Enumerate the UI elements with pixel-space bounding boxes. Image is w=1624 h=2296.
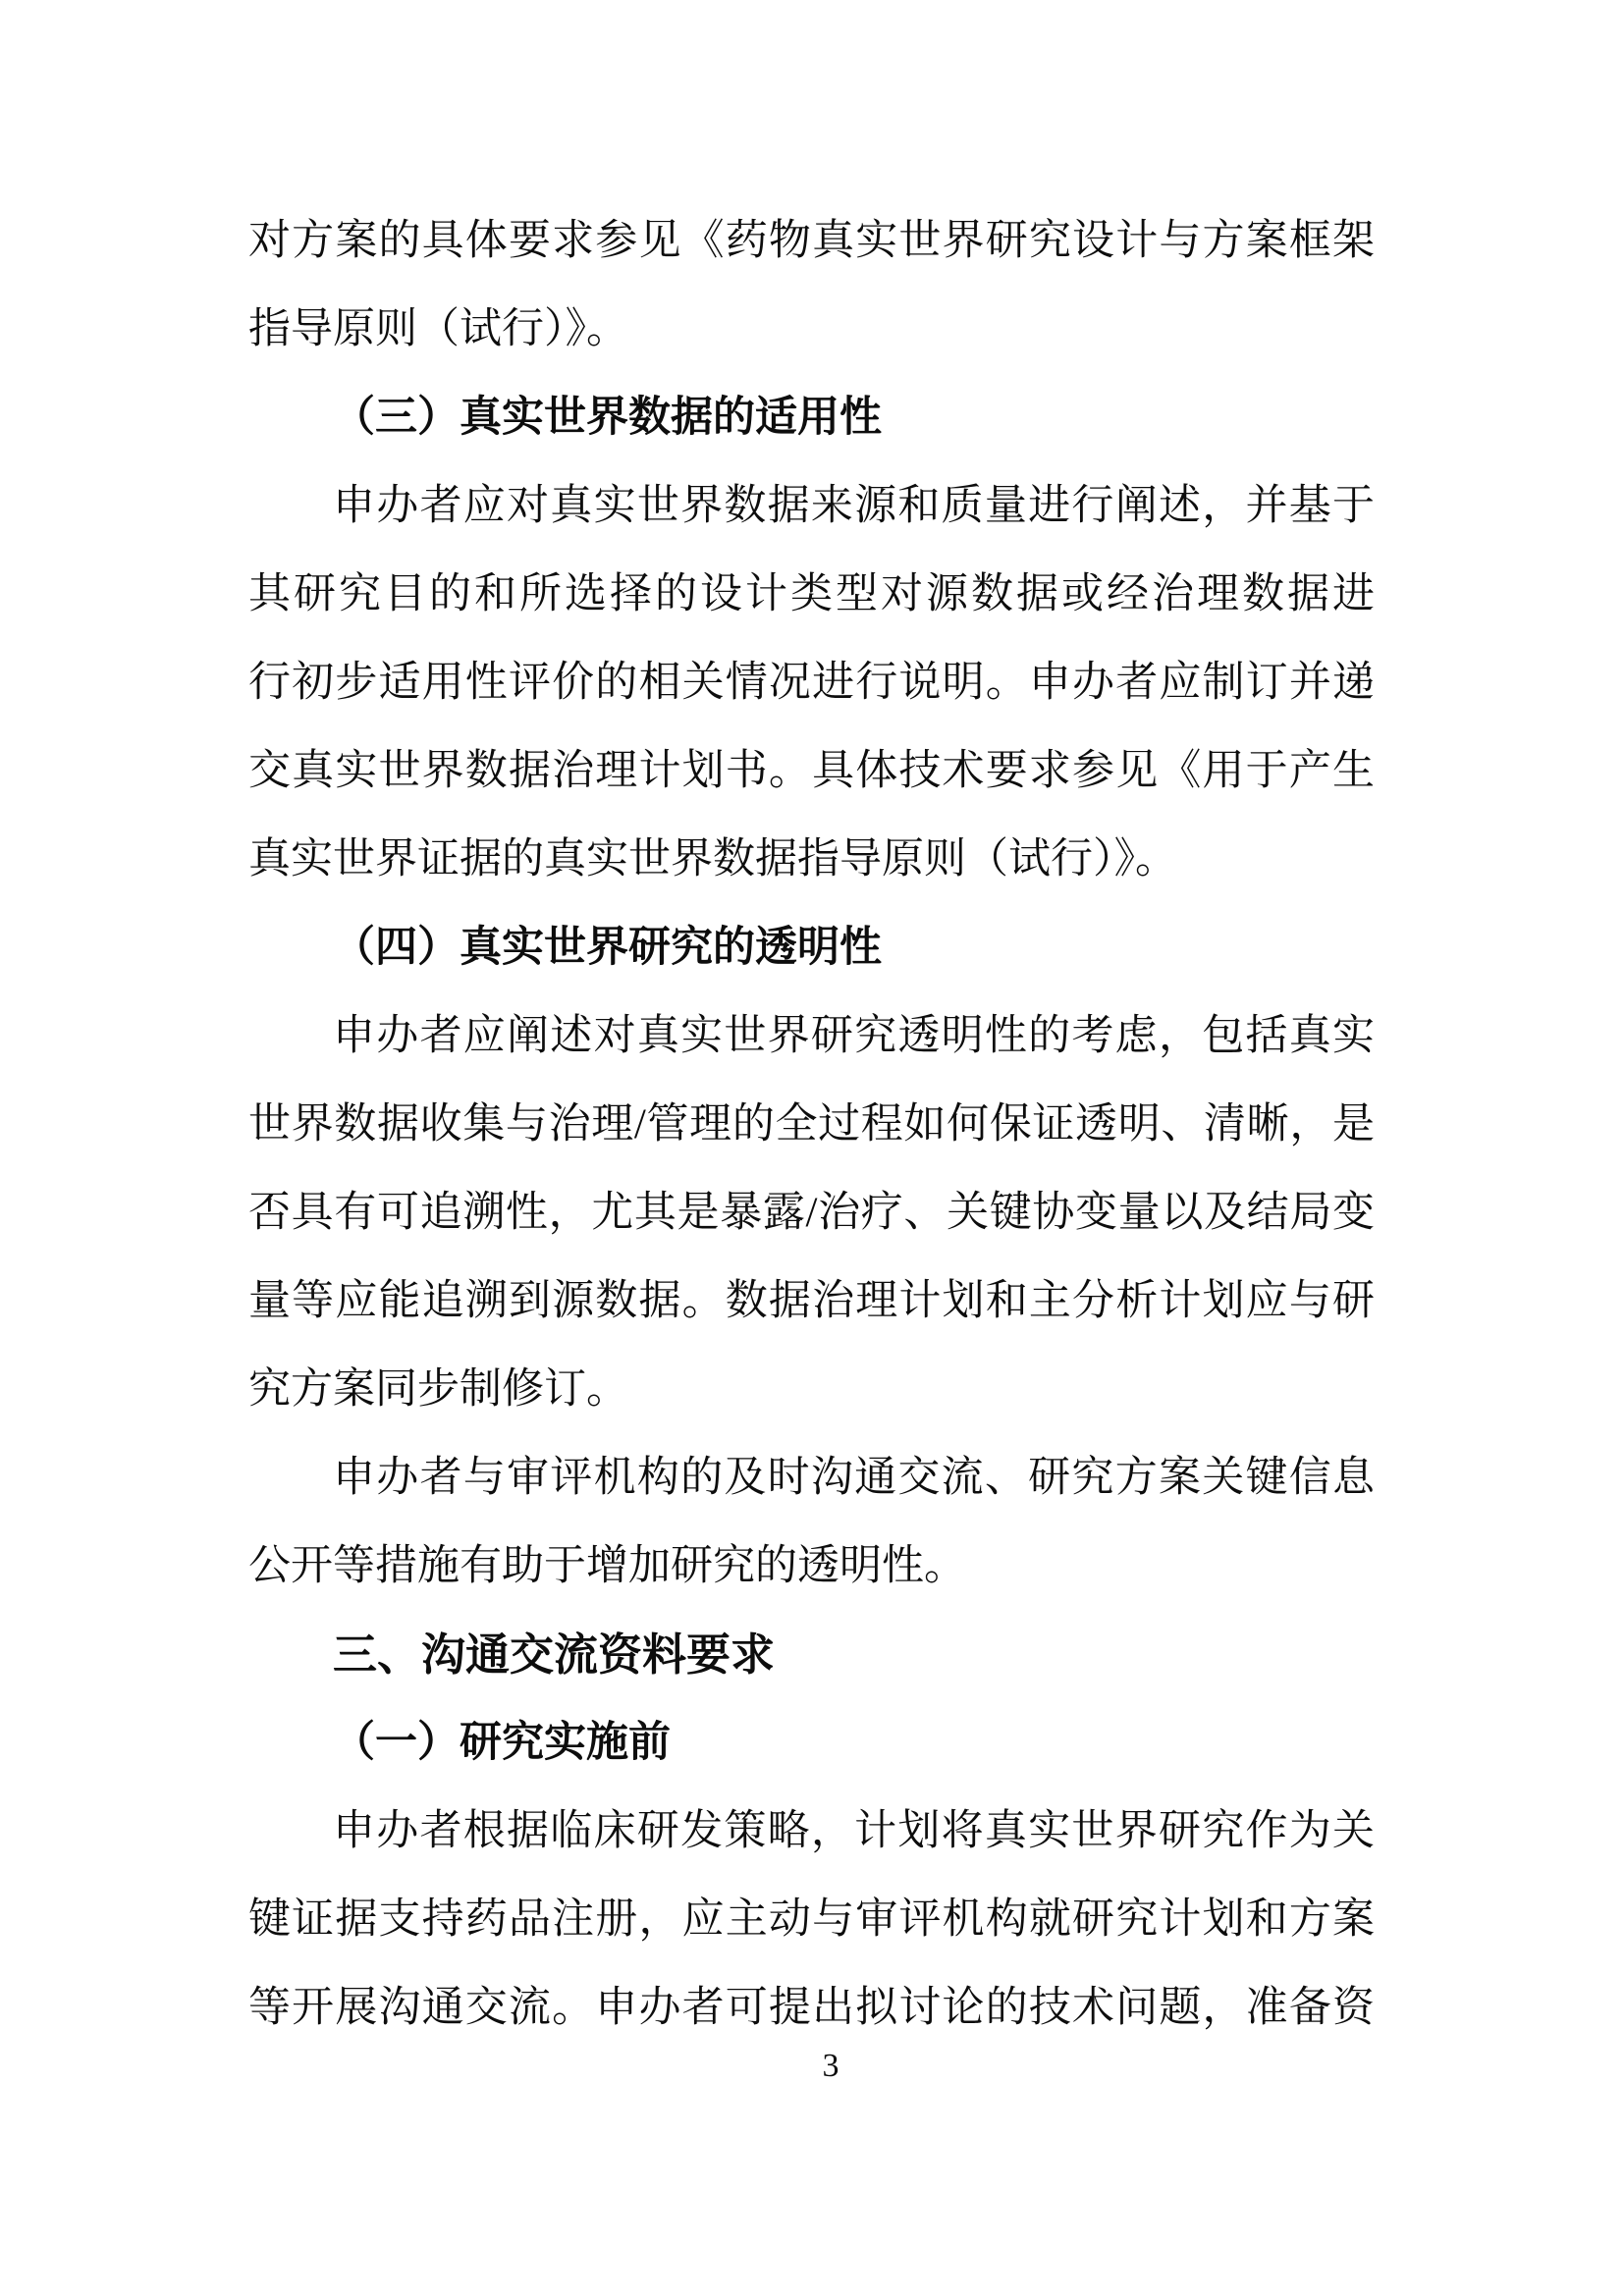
text-line: 否具有可追溯性，尤其是暴露/治疗、关键协变量以及结局变 [248,1190,1375,1236]
text-line: 世界数据收集与治理/管理的全过程如何保证透明、清晰，是 [248,1101,1375,1148]
text-line: 真实世界证据的真实世界数据指导原则（试行）》。 [248,836,1177,882]
text-line: 指导原则（试行）》。 [248,306,628,352]
section-heading: （一）研究实施前 [333,1720,671,1766]
text-line: 申办者应阐述对真实世界研究透明性的考虑，包括真实 [333,1013,1375,1059]
text-line: 对方案的具体要求参见《药物真实世界研究设计与方案框架 [248,218,1375,264]
section-heading: （三）真实世界数据的适用性 [333,395,882,441]
page-footer [0,2044,1624,2089]
page-number: 3 [822,2048,839,2084]
text-line: 公开等措施有助于增加研究的透明性。 [248,1543,966,1589]
text-line: 申办者应对真实世界数据来源和质量进行阐述，并基于 [333,483,1375,529]
text-line: 行初步适用性评价的相关情况进行说明。申办者应制订并递 [248,660,1375,706]
text-line: 等开展沟通交流。申办者可提出拟讨论的技术问题，准备资 [248,1985,1375,2031]
text-line: 申办者根据临床研发策略，计划将真实世界研究作为关 [333,1808,1375,1854]
section-heading: （四）真实世界研究的透明性 [333,925,882,971]
chapter-heading: 三、沟通交流资料要求 [333,1629,776,1680]
text-line: 量等应能追溯到源数据。数据治理计划和主分析计划应与研 [248,1278,1375,1324]
text-line: 申办者与审评机构的及时沟通交流、研究方案关键信息 [333,1455,1375,1501]
text-line: 交真实世界数据治理计划书。具体技术要求参见《用于产生 [248,748,1375,794]
text-line: 究方案同步制修订。 [248,1366,628,1413]
text-line: 其研究目的和所选择的设计类型对源数据或经治理数据进 [248,571,1375,617]
text-line: 键证据支持药品注册，应主动与审评机构就研究计划和方案 [248,1896,1375,1943]
text-block [248,197,1375,2053]
